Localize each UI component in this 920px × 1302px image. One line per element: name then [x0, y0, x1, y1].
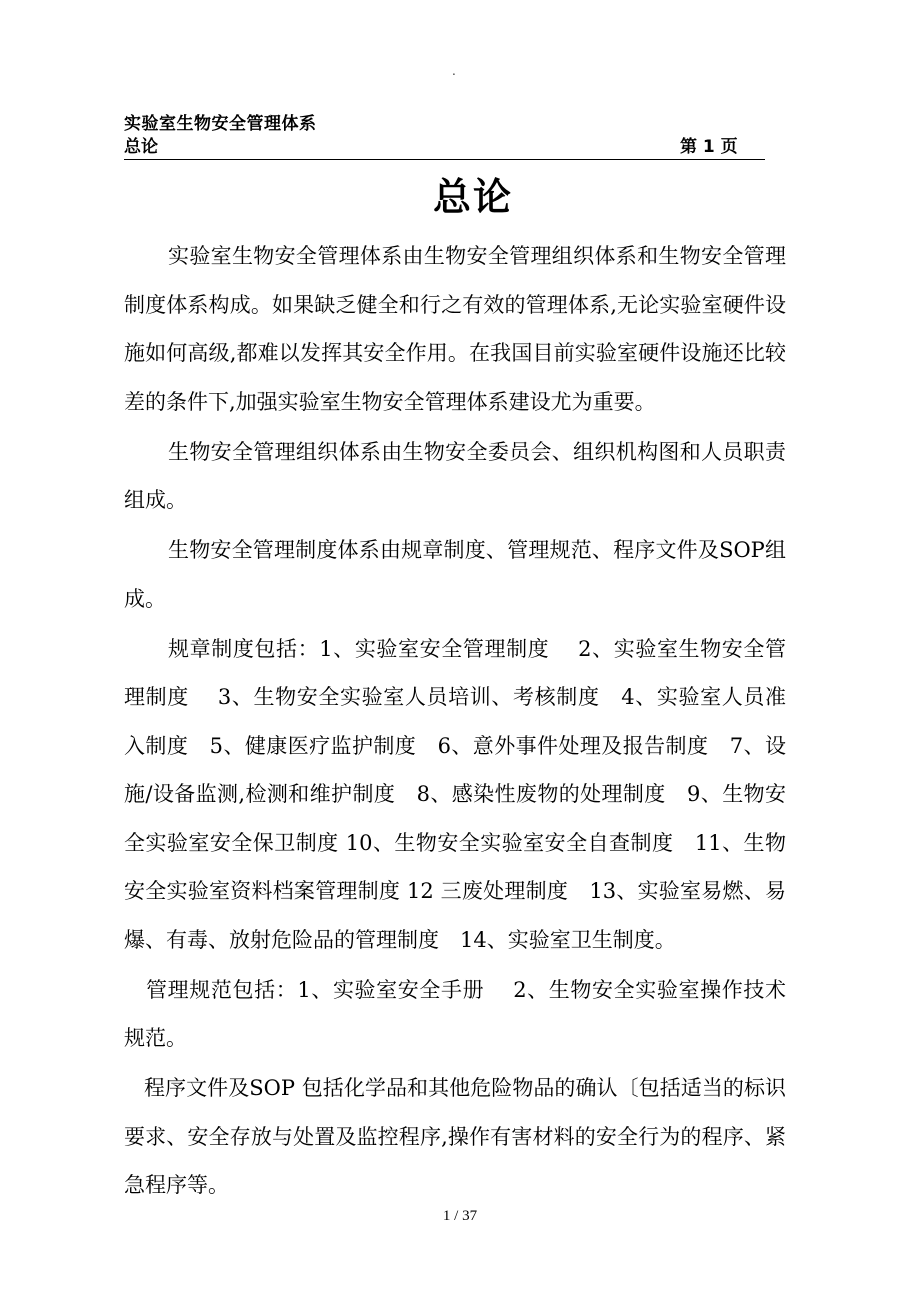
paragraph-regulation-system: 生物安全管理制度体系由规章制度、管理规范、程序文件及SOP组成。 — [124, 538, 786, 611]
paragraph-procedures-sop: 程序文件及SOP 包括化学品和其他危险物品的确认〔包括适当的标识要求、安全存放与处置及监控程序,操作有害材料的安全行为的程序、紧急程序等。 — [124, 1076, 786, 1197]
paragraph-overview: 实验室生物安全管理体系由生物安全管理组织体系和生物安全管理制度体系构成。如果缺乏健全和行之有效的管理体系,无论实验室硬件设施如何高级,都难以发挥其安全作用。在我国目前实验室硬件设施还比较差的条件下,加强实验室生物安全管理体系建设尤为重要。 — [124, 244, 786, 414]
document-body — [124, 232, 786, 1211]
paragraph-management-norms: 管理规范包括：1、实验室安全手册 2、生物安全实验室操作技术规范。 — [124, 977, 786, 1050]
header-page-label: 第 1 页 — [680, 137, 738, 157]
header-section: 总论 — [124, 137, 158, 157]
page-number-footer: 1 / 37 — [442, 1208, 478, 1224]
paragraph-organization-system: 生物安全管理组织体系由生物安全委员会、组织机构图和人员职责组成。 — [124, 439, 786, 512]
header-doc-title: 实验室生物安全管理体系 — [124, 114, 317, 134]
page-title: 总论 — [432, 175, 513, 219]
page-top-mark: . — [452, 64, 456, 78]
running-header — [124, 137, 765, 160]
paragraph-rules-list: 规章制度包括：1、实验室安全管理制度 2、实验室生物安全管理制度 3、生物安全实验室人员培训、考核制度 4、实验室人员准入制度 5、健康医疗监护制度 6、意外事件处理及报告制度 7、设施/设备监测,检测和维护制度 8、感染性废物的处理制度 9、生物安全实验室安全保卫制度 10、生物安全实验室安全自查制度 11、生物安全实验室资料档案管理制度 12 三废处理制度 13、实验室易燃、易爆、有毒、放射危险品的管理制度 14、实验室卫生制度。 — [124, 636, 786, 952]
